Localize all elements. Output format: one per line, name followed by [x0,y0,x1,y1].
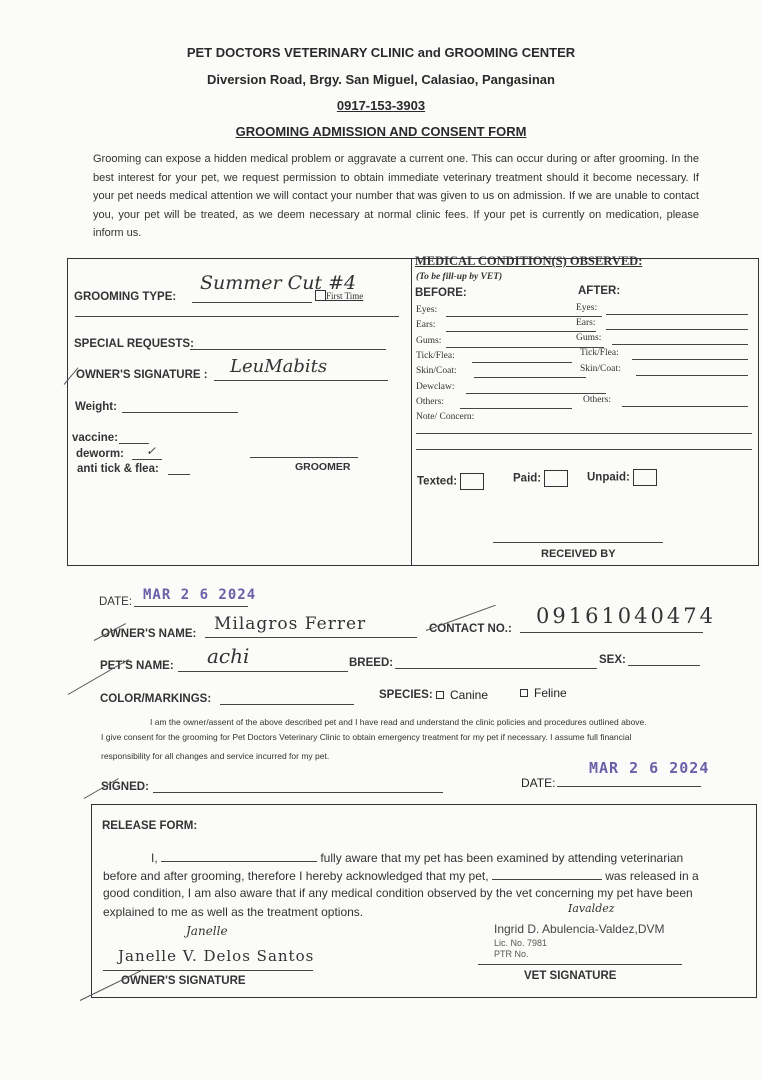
breed-label: BREED: [349,657,394,669]
antitick-label: anti tick & flea: [77,463,159,475]
date-stamp: MAR 2 6 2024 [143,587,257,603]
unpaid-text: Unpaid: [587,471,630,484]
after-item-label: Tick/Flea: [580,348,619,358]
after-item-line[interactable] [636,375,748,376]
before-item-label: Skin/Coat: [416,366,457,376]
after-item-line[interactable] [622,406,748,407]
canine-checkbox[interactable] [436,691,444,699]
pet-name-label: PET'S NAME: [100,660,174,672]
species-canine[interactable] [436,688,488,702]
species-label: SPECIES: [379,689,433,701]
release-p1a: I, [151,851,162,865]
contact-line [520,632,703,633]
texted-checkbox[interactable] [460,473,484,490]
vet-name: Ingrid D. Abulencia-Valdez,DVM [494,922,665,936]
before-item-label: Dewclaw: [416,382,455,392]
first-time-label: First Time [326,291,364,301]
before-item-line[interactable] [446,316,602,317]
date-line [134,606,248,607]
vaccine-label: vaccine: [72,432,119,444]
consent-date-stamp: MAR 2 6 2024 [589,759,710,777]
date-label: DATE: [99,596,133,608]
after-item-label: Eyes: [576,303,598,313]
before-label: BEFORE: [415,287,467,299]
before-item-line[interactable] [460,408,572,409]
note-line-2 [416,449,752,450]
consent-date-line [557,786,701,787]
species-feline[interactable] [520,686,567,700]
antitick-line [168,474,190,475]
grooming-type-line [192,302,312,303]
texted-label [417,473,484,490]
form-title: GROOMING ADMISSION AND CONSENT FORM [235,124,527,139]
release-title: RELEASE FORM: [102,820,198,832]
release-p2a: before and after grooming, therefore I hereby acknowledged that my pet, [103,869,492,883]
after-item-line[interactable] [612,344,748,345]
consent-line-3: responsibility for all changes and service incurred for my pet. [101,751,330,761]
vet-license: Lic. No. 7981 [494,938,548,948]
vet-signature-caption: VET SIGNATURE [524,970,617,982]
vaccine-line [119,443,149,444]
weight-line [122,412,238,413]
weight-label: Weight: [75,401,117,413]
deworm-label: deworm: [76,448,124,460]
before-item-label: Gums: [416,336,442,346]
owner-name-label: OWNER'S NAME: [101,628,197,640]
medical-subtitle: (To be fill-up by VET) [416,272,503,282]
owner-name-line [205,637,417,638]
canine-label: Canine [450,688,489,702]
clinic-name: PET DOCTORS VETERINARY CLINIC and GROOMING CENTER [186,45,576,60]
pet-name-line [178,671,348,672]
after-item-label: Ears: [576,318,596,328]
contact-label: CONTACT NO.: [429,623,512,635]
vet-scribble: Iavaldez [568,902,615,915]
clinic-address: Diversion Road, Brgy. San Miguel, Calasiao, Pangasinan [207,72,555,87]
texted-text: Texted: [417,475,458,488]
received-by-line [493,542,663,543]
contact-value: 09161040474 [536,604,716,628]
unpaid-label [587,469,657,486]
owner-signature-label: OWNER'S SIGNATURE : [76,369,208,381]
after-item-label: Skin/Coat: [580,364,621,374]
release-name-blank[interactable] [161,861,317,862]
after-item-line[interactable] [606,329,748,330]
column-divider [411,258,412,566]
grooming-type-label: GROOMING TYPE: [74,291,177,303]
after-item-label: Others: [583,395,611,405]
pet-name-value: achi [207,644,250,668]
owner-signature-value: LeuMabits [230,356,328,377]
before-item-line[interactable] [472,362,572,363]
deworm-check: ✓ [146,444,157,458]
feline-checkbox[interactable] [520,689,528,697]
check-mark [68,659,129,695]
owner-signature-name: Janelle V. Delos Santos [118,947,315,965]
release-p3: good condition, I am also aware that if any medical condition observed by the vet concerning my pet have been [103,886,693,900]
release-p1 [151,848,683,868]
first-time-checkbox[interactable] [315,290,326,301]
note-line-1 [416,433,752,434]
before-item-label: Tick/Flea: [416,351,455,361]
consent-line-1: I am the owner/assent of the above described pet and I have read and understand the clinic policies and procedures outlined above. [150,717,647,727]
before-item-label: Ears: [416,320,436,330]
paid-checkbox[interactable] [544,470,568,487]
after-label: AFTER: [578,285,621,297]
after-item-label: Gums: [576,333,602,343]
signed-line [153,792,443,793]
vet-signature-line [478,964,682,965]
release-p4: explained to me as well as the treatment options. [103,905,364,919]
release-p2b: was released in a [601,869,699,883]
paid-text: Paid: [513,472,542,485]
special-requests-line [190,349,386,350]
before-item-label: Others: [416,397,444,407]
clinic-phone: 0917-153-3903 [336,98,426,113]
consent-line-2: I give consent for the grooming for Pet Doctors Veterinary Clinic to obtain emergency treatment for my pet if necessary. I assume full financial [101,732,632,742]
grooming-type-line-2 [75,316,399,317]
color-markings-label: COLOR/MARKINGS: [100,693,212,705]
owner-signature-caption: OWNER'S SIGNATURE [121,975,246,987]
breed-line [395,668,597,669]
owner-signature-scribble: Janelle [186,924,228,938]
consent-date-label: DATE: [521,776,556,790]
before-item-line[interactable] [446,331,596,332]
owner-signature-line [214,380,388,381]
intro-paragraph: Grooming can expose a hidden medical problem or aggravate a current one. This can occur during or after grooming. In the best interest for your pet, we request permission to obtain immediate veterinary treatment should it become necessary. If your pet needs medical attention we will contact your number that was given to us on admission. If we are unable to contact you, your pet will be treated, as we deem necessary at normal clinic fees. If your pet is currently on medication, please inform us. [93,153,699,240]
signed-label: SIGNED: [101,781,149,793]
received-by-label: RECEIVED BY [541,548,616,560]
after-item-line[interactable] [632,359,748,360]
vet-ptr: PTR No. [494,949,529,959]
unpaid-checkbox[interactable] [633,469,657,486]
feline-label: Feline [534,686,567,700]
color-markings-line [220,704,354,705]
deworm-line [132,459,162,460]
note-label: Note/ Concern: [416,412,475,422]
sex-line [628,665,700,666]
sex-label: SEX: [599,654,626,666]
owner-name-value: Milagros Ferrer [214,614,367,634]
paid-label [513,470,568,487]
release-p1b: fully aware that my pet has been examined by attending veterinarian [317,851,684,865]
before-item-line[interactable] [466,393,606,394]
before-item-label: Eyes: [416,305,438,315]
before-item-line[interactable] [474,377,586,378]
grooming-type-value: Summer Cut #4 [200,272,357,294]
special-requests-label: SPECIAL REQUESTS: [74,338,194,350]
release-pet-blank[interactable] [492,879,602,880]
groomer-label: GROOMER [295,461,351,473]
owner-signature-line [103,970,313,971]
after-item-line[interactable] [606,314,748,315]
medical-title: MEDICAL CONDITION(S) OBSERVED: [415,254,643,268]
groomer-line [250,457,358,458]
